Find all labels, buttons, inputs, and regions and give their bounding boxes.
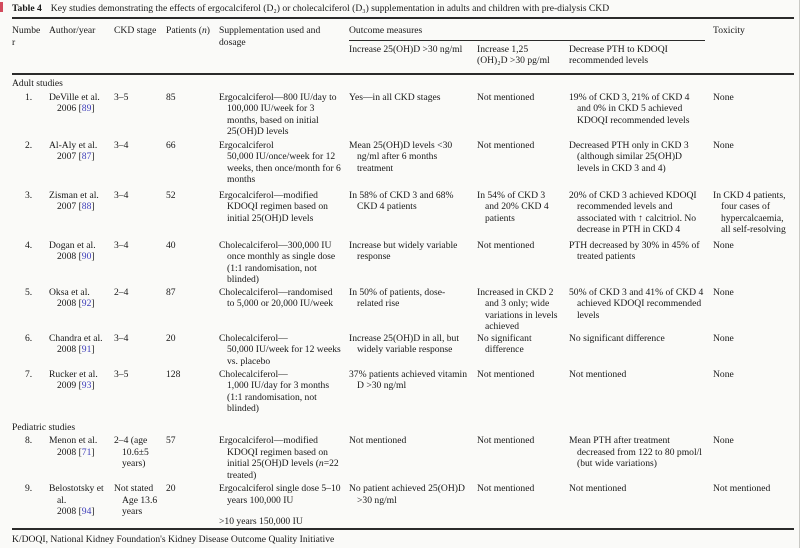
cell-outcome-25ohd: Increase but widely variable response (349, 239, 458, 262)
citation-ref-link[interactable]: 89 (81, 103, 92, 114)
table-header (12, 19, 794, 73)
cell-outcome-25ohd: Yes—in all CKD stages (349, 91, 441, 103)
supplementation-n-italic: n (318, 458, 324, 469)
subcol-header-125ohd (477, 44, 569, 67)
cell-outcome-pth: Decreased PTH only in CKD 3 (although similar 25(OH)D levels in CKD 3 and 4) (569, 139, 689, 174)
cell-supplementation (219, 140, 349, 186)
section-pediatric-studies: Pediatric studies (12, 421, 76, 433)
citation-year: 2008 [ (57, 506, 82, 517)
outcome-subheaders (349, 44, 705, 67)
citation-ref-link[interactable]: 88 (81, 201, 92, 212)
citation (49, 506, 106, 518)
table-title-text: Key studies demonstrating the effects of ergocalciferol (D₂) or cholecalciferol (D₃) supplementation in adults and children with pre-dialysis CKD (50, 3, 610, 14)
cell-outcome-125ohd: Not mentioned (477, 139, 535, 151)
supplementation-line1: Cholecalciferol— (219, 368, 288, 380)
subcol-header-25ohd: Increase 25(OH)D >30 ng/ml (349, 43, 463, 55)
cell-author (49, 435, 114, 458)
section-adult-studies: Adult studies (12, 78, 63, 89)
col-header-supplementation: Supplementation used and dosage (219, 25, 321, 48)
citation-ref-link[interactable]: 71 (81, 446, 92, 458)
cell-outcome-25ohd: Mean 25(OH)D levels <30 ng/ml after 6 months treatment (349, 139, 453, 174)
cell-author (49, 287, 114, 310)
citation (49, 151, 106, 163)
cell-patients: 52 (166, 189, 176, 201)
cell-number: 5. (25, 286, 33, 298)
subcol-125ohd-line1: Increase 1,25 (477, 43, 529, 55)
citation-bracket: ] (91, 506, 95, 517)
cell-toxicity: None (713, 239, 734, 251)
cell-outcome-pth: 20% of CKD 3 achieved KDOQI recommended levels and associated with ↑ calcitriol. No decrease in PTH in CKD 4 (569, 189, 697, 235)
cell-outcome-pth: Not mentioned (569, 368, 627, 380)
cell-ckd-stage: 2–4 (age 10.6±5 years) (114, 435, 149, 469)
cell-outcome-25ohd: In 58% of CKD 3 and 68% CKD 4 patients (349, 189, 454, 212)
citation-year: 2007 [ (57, 151, 82, 162)
citation-ref-link[interactable]: 87 (81, 151, 92, 162)
author-name: Oksa et al. (49, 286, 90, 298)
col-header-number: Number (12, 25, 41, 48)
cell-outcome-pth: 19% of CKD 3, 21% of CKD 4 and 0% in CKD 5 achieved KDOQI recommended levels (569, 91, 690, 126)
subcol-125ohd-line2: (OH)₂D >30 pg/ml (477, 55, 550, 66)
table-footnote: K/DOQI, National Kidney Foundation's Kidney Disease Outcome Quality Initiative (12, 533, 335, 545)
study-row (12, 333, 794, 369)
cell-outcome-pth: Mean PTH after treatment decreased from 122 to 80 pmol/l (but wide variations) (569, 435, 702, 469)
cell-outcome-125ohd: Not mentioned (477, 435, 535, 446)
author-name: Menon et al. (49, 435, 98, 446)
cell-ckd-stage: 3–5 (114, 368, 129, 380)
citation-bracket: ] (91, 251, 95, 262)
cell-patients: 20 (166, 483, 176, 494)
subcol-header-pth: Decrease PTH to KDOQI recommended levels (569, 43, 668, 66)
col-header-ckd-stage: CKD stage (114, 25, 157, 36)
citation-year: 2009 [ (57, 380, 82, 391)
citation (49, 298, 106, 310)
cell-outcome-25ohd: In 50% of patients, dose-related rise (349, 286, 446, 309)
cell-toxicity: None (713, 332, 734, 344)
cell-outcome-125ohd: Not mentioned (477, 239, 535, 251)
cell-supplementation: Ergocalciferol—800 IU/day to 100,000 IU/week for 3 months, based on initial 25(OH)D levels (219, 91, 337, 137)
cell-ckd-stage: 3–4 (114, 139, 129, 151)
cell-outcome-pth: No significant difference (569, 332, 665, 344)
cell-supplementation: Cholecalciferol—randomised to 5,000 or 20,000 IU/week (219, 286, 334, 309)
author-name: Zisman et al. (49, 189, 99, 201)
cell-patients: 40 (166, 239, 176, 251)
study-row (12, 240, 794, 287)
supplementation-text-end: =22 treated) (227, 458, 339, 481)
cell-ckd-stage: 3–4 (114, 239, 129, 251)
citation (49, 251, 106, 263)
cell-author (49, 369, 114, 392)
study-row (12, 92, 794, 140)
col-header-outcome-measures: Outcome measures (349, 25, 423, 36)
outcome-group-rule (349, 40, 705, 41)
supplementation-line1: Cholecalciferol— (219, 332, 288, 344)
cell-outcome-125ohd: Not mentioned (477, 91, 535, 103)
author-name: Al-Aly et al. (49, 139, 98, 151)
citation (49, 447, 106, 459)
cell-number: 6. (25, 332, 33, 344)
cell-outcome-25ohd: Increase 25(OH)D in all, but widely variable response (349, 332, 460, 355)
author-name: Chandra et al. (49, 332, 103, 344)
citation-ref-link[interactable]: 94 (81, 506, 92, 517)
cell-outcome-25ohd: Not mentioned (349, 435, 407, 446)
cell-patients: 85 (166, 91, 176, 103)
study-row (12, 369, 794, 419)
cell-ckd-stage: 2–4 (114, 286, 129, 298)
table-title (12, 0, 794, 17)
col-header-toxicity: Toxicity (713, 25, 745, 36)
cell-supplementation (219, 483, 349, 528)
supplementation-dose-2: >10 years 150,000 IU (219, 516, 303, 527)
cell-outcome-pth: Not mentioned (569, 483, 627, 494)
patients-n-italic: n (201, 25, 207, 36)
col-header-patients (166, 25, 219, 73)
outcome-measures-group (349, 25, 713, 73)
citation (49, 344, 106, 356)
cell-patients: 128 (166, 368, 181, 380)
cell-outcome-pth: 50% of CKD 3 and 41% of CKD 4 achieved KDOQI recommended levels (569, 286, 704, 321)
cell-patients: 66 (166, 139, 176, 151)
author-name: Dogan et al. (49, 239, 96, 251)
cell-author (49, 333, 114, 356)
citation-bracket: ] (91, 446, 95, 458)
citation-year: 2007 [ (57, 201, 82, 212)
cell-author (49, 190, 114, 213)
study-row (12, 140, 794, 190)
supplementation-line1: Ergocalciferol (219, 139, 274, 151)
author-name: Belostotsky et al. (49, 483, 104, 506)
cell-ckd-stage: Not stated Age 13.6 years (114, 483, 158, 517)
citation (49, 201, 106, 213)
supplementation-dose-1: Ergocalciferol single dose 5–10 years 100,000 IU (219, 483, 341, 506)
margin-mark (0, 2, 3, 12)
citation-year: 2006 [ (57, 103, 82, 114)
citation-bracket: ] (91, 298, 95, 309)
cell-toxicity: None (713, 368, 734, 380)
cell-supplementation (219, 333, 349, 368)
cell-author (49, 140, 114, 163)
cell-toxicity: In CKD 4 patients, four cases of hypercalcaemia, all self-resolving (713, 189, 786, 235)
cell-toxicity: None (713, 139, 734, 151)
cell-outcome-125ohd: Not mentioned (477, 368, 535, 380)
study-row (12, 483, 794, 528)
supplementation-continued: 50,000 IU/week for 12 weeks vs. placebo (227, 344, 341, 367)
citation-bracket: ] (91, 151, 95, 162)
citation-ref-link[interactable]: 92 (81, 298, 92, 309)
cell-toxicity: None (713, 286, 734, 298)
study-row (12, 435, 794, 483)
col-header-author: Author/year (49, 25, 96, 36)
cell-toxicity: Not mentioned (713, 483, 771, 494)
cell-number: 8. (25, 435, 33, 446)
cell-author (49, 92, 114, 115)
citation-ref-link[interactable]: 93 (81, 380, 92, 391)
citation-ref-link[interactable]: 91 (81, 344, 92, 355)
citation-year: 2008 [ (57, 298, 82, 309)
cell-patients: 20 (166, 332, 176, 344)
citation-year: 2008 [ (57, 446, 82, 458)
study-row (12, 287, 794, 333)
citation (49, 103, 106, 115)
cell-toxicity: None (713, 435, 734, 446)
citation-bracket: ] (91, 344, 95, 355)
cell-outcome-125ohd: Increased in CKD 2 and 3 only; wide variations in levels achieved (477, 286, 558, 332)
citation-bracket: ] (91, 380, 95, 391)
cell-outcome-pth: PTH decreased by 30% in 45% of treated patients (569, 239, 700, 262)
cell-number: 2. (25, 139, 33, 151)
author-name: DeVille et al. (49, 91, 100, 103)
cell-supplementation: Cholecalciferol—300,000 IU once monthly as single dose (1:1 randomisation, not blinded) (219, 239, 336, 285)
cell-toxicity: None (713, 91, 734, 103)
citation-ref-link[interactable]: 90 (81, 251, 92, 262)
cell-ckd-stage: 3–4 (114, 189, 129, 201)
supplementation-text: Ergocalciferol—modified KDOQI regimen based on initial 25(OH)D levels ( (219, 435, 328, 469)
cell-number: 1. (25, 91, 33, 103)
citation-year: 2008 [ (57, 344, 82, 355)
table-title-label: Table 4 (12, 3, 42, 14)
cell-outcome-125ohd: No significant difference (477, 332, 532, 355)
supplementation-continued: 1,000 IU/day for 3 months (1:1 randomisation, not blinded) (227, 380, 330, 414)
cell-outcome-125ohd: Not mentioned (477, 483, 535, 494)
cell-number: 7. (25, 368, 33, 380)
cell-supplementation (219, 369, 349, 415)
cell-supplementation: Ergocalciferol—modified KDOQI regimen based on initial 25(OH)D levels (219, 189, 328, 224)
cell-number: 4. (25, 239, 33, 251)
cell-author (49, 240, 114, 263)
citation-bracket: ] (91, 103, 95, 114)
cell-number: 3. (25, 189, 33, 201)
author-name: Rucker et al. (49, 368, 98, 380)
supplementation-continued: 50,000 IU/once/week for 12 weeks, then once/month for 6 months (227, 151, 341, 185)
cell-ckd-stage: 3–5 (114, 91, 129, 103)
citation-bracket: ] (91, 201, 95, 212)
study-row (12, 190, 794, 240)
cell-patients: 87 (166, 286, 176, 298)
cell-number: 9. (25, 483, 33, 494)
patients-label: Patients ( (166, 25, 202, 36)
cell-ckd-stage: 3–4 (114, 332, 129, 344)
citation-year: 2008 [ (57, 251, 82, 262)
patients-label-close: ) (206, 25, 210, 36)
cell-outcome-125ohd: In 54% of CKD 3 and 20% CKD 4 patients (477, 189, 549, 224)
cell-supplementation (219, 435, 349, 481)
cell-outcome-25ohd: 37% patients achieved vitamin D >30 ng/ml (349, 368, 468, 391)
cell-outcome-25ohd: No patient achieved 25(OH)D >30 ng/ml (349, 483, 465, 506)
cell-author (49, 483, 114, 518)
citation (49, 380, 106, 392)
cell-patients: 57 (166, 435, 176, 446)
